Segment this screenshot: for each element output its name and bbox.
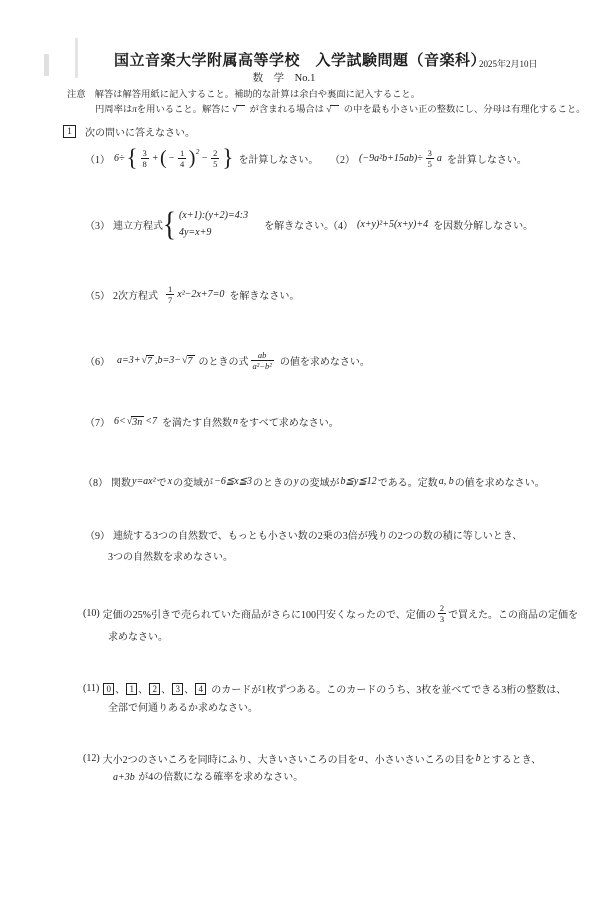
- problem-text: のときの式: [198, 357, 249, 368]
- radical: [142, 355, 155, 367]
- problem-text: 3つの自然数を求めなさい。: [108, 552, 233, 563]
- problem-text: である。定数: [377, 478, 438, 489]
- notice-line2: [95, 101, 585, 115]
- problem-8: [83, 474, 545, 489]
- problem-number: （1）: [85, 154, 110, 166]
- problem-text: とするとき、: [481, 755, 542, 766]
- fraction-denominator: 5: [213, 158, 218, 169]
- problem-text: を計算しなさい。: [238, 154, 319, 166]
- math-expression: b≦y≦12: [340, 476, 377, 487]
- problem-number: (11): [83, 683, 100, 694]
- problem-number: (10): [83, 608, 100, 619]
- problem-text: のカードが1枚ずつある。このカードのうち、3枚を並べてできる3桁の整数は、: [211, 685, 567, 696]
- fraction-denominator: 7: [168, 295, 173, 305]
- problem-2: [330, 142, 527, 174]
- math-expression: ,b=3−: [155, 355, 181, 366]
- problem-10-line2: [108, 628, 168, 643]
- brace: }: [222, 144, 234, 171]
- problem-number: （8）: [83, 478, 108, 489]
- fraction: [178, 148, 186, 169]
- radical: [182, 355, 195, 367]
- radical-bar: [330, 105, 339, 112]
- digit-card: 3: [172, 683, 183, 695]
- notice-text: 解答は解答用紙に記入すること。補助的な計算は余白や裏面に記入すること。: [94, 90, 421, 100]
- radical-sign: √: [232, 105, 238, 115]
- problem-text: を満たす自然数: [162, 418, 232, 429]
- problem-text: をすべて求めなさい。: [239, 418, 339, 429]
- math-expression: a=3+: [117, 355, 141, 366]
- separator: 、: [161, 685, 172, 696]
- exponent: 2: [195, 148, 200, 156]
- problem-1: [85, 142, 318, 174]
- fraction-numerator: 1: [168, 284, 173, 294]
- fraction: [438, 603, 446, 624]
- problem-4: [328, 206, 533, 242]
- problem-3: [85, 206, 334, 242]
- problem-number: （3）: [85, 220, 110, 232]
- problem-text: 連続する3つの自然数で、もっとも小さい数の2乗の3倍が残りの2つの数の積に等しいとき、: [113, 531, 523, 542]
- separator: 、: [115, 685, 126, 696]
- math-expression: n: [233, 416, 238, 427]
- problem-text: の変域が: [173, 478, 214, 489]
- problem-12-line2: [112, 768, 303, 783]
- fraction-denominator: 4: [179, 158, 185, 169]
- page-title: 国立音楽大学附属高等学校 入学試験問題（音楽科）: [113, 53, 486, 69]
- math-expression: <7: [145, 416, 157, 427]
- problem-text: 関数: [111, 478, 131, 489]
- radical-sign: √: [326, 105, 332, 115]
- math-expression: 4y=x+9: [178, 227, 212, 238]
- radical: [127, 416, 145, 428]
- section-number-box: 1: [63, 125, 76, 138]
- problem-text: 大小2つのさいころを同時にふり、大きいさいころの目を: [102, 755, 358, 766]
- radical-bar: [236, 105, 245, 112]
- pi-symbol: π: [132, 105, 137, 115]
- problem-text: で買えた。この商品の定価を: [448, 610, 579, 621]
- equation-system: [179, 207, 248, 241]
- subject-line: 数 学 No.1: [252, 73, 316, 84]
- problem-number: （2）: [330, 154, 355, 166]
- brace: {: [126, 144, 138, 171]
- math-expression: 6<: [114, 416, 126, 427]
- notice-text: が含まれる場合は: [247, 105, 327, 115]
- fraction-numerator: 3: [427, 147, 432, 158]
- fraction-numerator: 2: [213, 147, 218, 158]
- problem-text: で: [156, 478, 167, 489]
- section-heading: 次の問いに答えなさい。: [85, 128, 195, 139]
- fraction-numerator: 1: [179, 147, 185, 158]
- notice-text: を用いること。解答に: [136, 105, 233, 115]
- problem-11-line2: [108, 699, 258, 714]
- math-expression: (x+y)²+5(x+y)+4: [357, 218, 429, 230]
- problem-12: [83, 751, 541, 766]
- digit-card: 1: [126, 683, 137, 695]
- problem-number: （4）: [328, 220, 353, 232]
- problem-text: を計算しなさい。: [446, 154, 527, 166]
- separator: 、: [138, 685, 149, 696]
- problem-text: の変域が: [299, 478, 340, 489]
- problem-text: の値を求めなさい。: [454, 478, 545, 489]
- fraction: [166, 284, 174, 305]
- problem-number: （5）: [85, 291, 110, 302]
- math-expression: x: [167, 476, 173, 487]
- problem-text: 2次方程式: [113, 291, 158, 302]
- notice-line1: [67, 86, 420, 100]
- problem-11: [83, 681, 566, 696]
- problem-number: （7）: [85, 418, 110, 429]
- problem-text: のときの: [253, 478, 294, 489]
- problem-5: [85, 281, 299, 308]
- fraction-denominator: 8: [142, 158, 147, 169]
- problem-text: 、小さいさいころの目を: [364, 755, 475, 766]
- problem-text: 連立方程式: [113, 220, 163, 232]
- problem-7: [85, 414, 339, 429]
- math-expression: a: [358, 753, 364, 764]
- paren: ): [188, 146, 196, 169]
- fraction: [426, 148, 434, 169]
- fraction-denominator: 3: [439, 614, 445, 624]
- fraction: [141, 148, 149, 169]
- problem-9: [85, 527, 522, 542]
- problem-9-line2: [108, 548, 233, 563]
- fraction-denominator: a²−b²: [252, 361, 272, 371]
- system-brace: {: [163, 204, 176, 243]
- problem-text: 全部で何通りあるか求めなさい。: [108, 703, 258, 714]
- notice-label: 注意: [67, 90, 86, 100]
- radical-sign: √: [126, 415, 133, 427]
- math-expression: 6÷: [114, 152, 125, 164]
- paren: (: [160, 146, 167, 169]
- math-expression: −: [168, 152, 175, 164]
- problem-text: が4の倍数になる確率を求めなさい。: [138, 772, 304, 783]
- problem-text: 求めなさい。: [108, 632, 168, 643]
- math-expression: −6≦x≦3: [214, 476, 253, 487]
- digit-card: 2: [149, 683, 160, 695]
- math-expression: a, b: [438, 476, 454, 487]
- math-expression: b: [475, 753, 481, 764]
- fraction-denominator: 5: [427, 158, 432, 169]
- math-expression: (−9a²b+15ab)÷: [359, 152, 423, 164]
- problem-6: [85, 347, 370, 374]
- fraction-numerator: ab: [257, 350, 267, 360]
- problem-number: （9）: [85, 531, 110, 542]
- radicand: 3n: [132, 416, 143, 428]
- math-expression: a: [436, 152, 442, 164]
- problem-text: を解きなさい。: [264, 220, 335, 232]
- radical-sign: √: [182, 354, 188, 366]
- radicand: 7: [147, 355, 152, 367]
- problem-text: の値を求めなさい。: [279, 357, 370, 368]
- problem-text: を解きなさい。: [229, 291, 300, 302]
- fraction: [211, 148, 219, 169]
- fraction: [251, 350, 274, 371]
- radicand: 7: [187, 355, 193, 367]
- problem-text: を因数分解しなさい。: [433, 220, 534, 232]
- radical-sign: √: [141, 354, 147, 366]
- exam-date: 2025年2月10日: [479, 59, 538, 69]
- problem-text: 定価の25%引きで売られていた商品がさらに100円安くなったので、定価の: [102, 610, 436, 621]
- problem-10: [83, 600, 578, 627]
- notice-text: 円周率は: [95, 105, 133, 115]
- math-expression: −: [201, 152, 209, 164]
- problem-number: (12): [83, 753, 100, 764]
- math-expression: y=ax²: [132, 476, 156, 487]
- section-header: [63, 124, 195, 139]
- notice-text: の中を最も小さい正の整数にし、分母は有理化すること。: [341, 105, 586, 115]
- math-expression: +: [151, 152, 159, 164]
- fraction-numerator: 2: [439, 603, 445, 613]
- digit-card: 0: [103, 683, 114, 695]
- digit-card: 4: [195, 683, 206, 695]
- math-expression: y: [294, 476, 299, 487]
- math-expression: (x+1):(y+2)=4:3: [178, 210, 249, 221]
- problem-number: （6）: [85, 357, 110, 368]
- math-expression: a+3b: [113, 772, 135, 783]
- math-expression: x²−2x+7=0: [177, 289, 225, 300]
- fraction-numerator: 3: [142, 147, 147, 158]
- separator: 、: [184, 685, 195, 696]
